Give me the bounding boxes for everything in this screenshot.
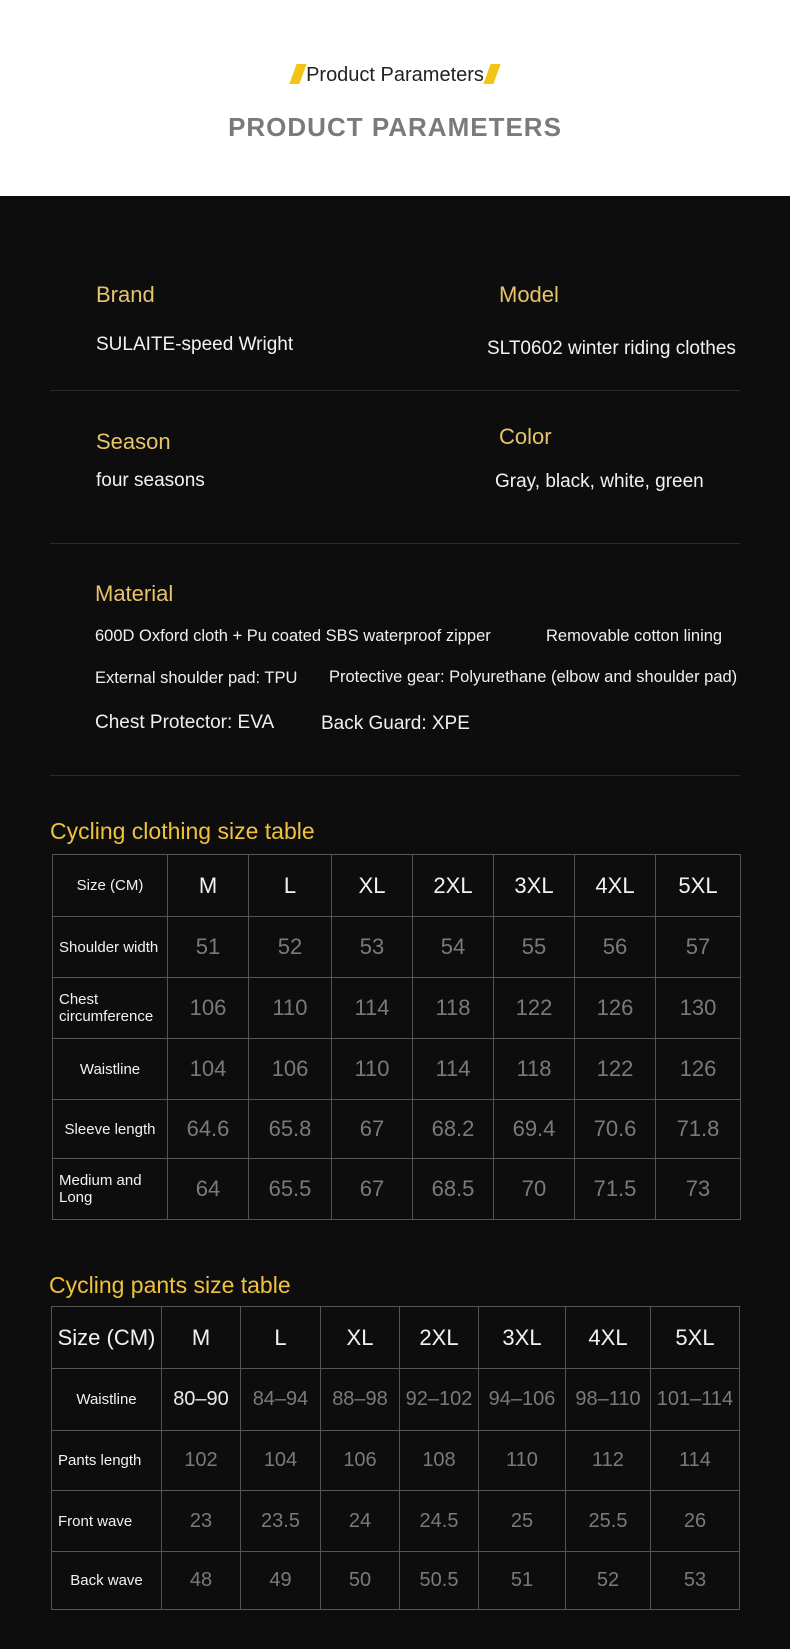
table-cell: 65.8: [249, 1100, 332, 1159]
table-cell: 57: [656, 917, 741, 978]
table-cell: 24.5: [400, 1491, 479, 1552]
size-header: XL: [332, 855, 413, 917]
table-cell: 110: [479, 1431, 566, 1491]
divider: [50, 390, 740, 391]
color-label: Color: [499, 424, 552, 449]
table-cell: 26: [651, 1491, 740, 1552]
table-cell: 53: [332, 917, 413, 978]
size-header: M: [168, 855, 249, 917]
material-line: Back Guard: XPE: [321, 713, 470, 734]
table-row: [52, 1491, 740, 1552]
table-cell: 51: [479, 1552, 566, 1610]
table-cell: 114: [413, 1039, 494, 1100]
table-cell: 48: [162, 1552, 241, 1610]
table-cell: 71.8: [656, 1100, 741, 1159]
size-header: 2XL: [400, 1307, 479, 1369]
size-header: 5XL: [656, 855, 741, 917]
table-cell: 106: [249, 1039, 332, 1100]
table-cell: 24: [321, 1491, 400, 1552]
row-label: Medium and Long: [53, 1159, 168, 1220]
section-title: PRODUCT PARAMETERS: [228, 112, 562, 142]
table-cell: 50.5: [400, 1552, 479, 1610]
table-cell: 110: [249, 978, 332, 1039]
row-label: Back wave: [52, 1552, 162, 1610]
table-cell: 122: [494, 978, 575, 1039]
table-cell: 56: [575, 917, 656, 978]
pants-size-table: [51, 1306, 740, 1610]
table-cell: 68.5: [413, 1159, 494, 1220]
slash-accent-icon: [483, 64, 500, 84]
row-label: Chest circumference: [53, 978, 168, 1039]
table-cell: 67: [332, 1100, 413, 1159]
size-header: L: [249, 855, 332, 917]
table-cell: 102: [162, 1431, 241, 1491]
table-cell: 54: [413, 917, 494, 978]
table-cell: 80–90: [162, 1369, 241, 1431]
table-cell: 23: [162, 1491, 241, 1552]
table-cell: 53: [651, 1552, 740, 1610]
table-cell: 94–106: [479, 1369, 566, 1431]
table-cell: 110: [332, 1039, 413, 1100]
table-cell: 55: [494, 917, 575, 978]
size-header: 2XL: [413, 855, 494, 917]
section-subtitle: Product Parameters: [0, 64, 790, 87]
size-header: 4XL: [566, 1307, 651, 1369]
table-cell: 70.6: [575, 1100, 656, 1159]
table-cell: 114: [651, 1431, 740, 1491]
corner-cell: Size (CM): [52, 1307, 162, 1369]
size-header: L: [241, 1307, 321, 1369]
table-cell: 98–110: [566, 1369, 651, 1431]
size-header: 5XL: [651, 1307, 740, 1369]
table-cell: 126: [656, 1039, 741, 1100]
table-row: [52, 1552, 740, 1610]
table-row: [53, 917, 741, 978]
size-header: 4XL: [575, 855, 656, 917]
row-label: Shoulder width: [53, 917, 168, 978]
table-cell: 112: [566, 1431, 651, 1491]
material-label: Material: [95, 581, 174, 606]
row-label: Waistline: [53, 1039, 168, 1100]
material-line: 600D Oxford cloth + Pu coated SBS waterproof zipper: [95, 627, 491, 645]
table-cell: 118: [494, 1039, 575, 1100]
row-label: Waistline: [52, 1369, 162, 1431]
table-cell: 101–114: [651, 1369, 740, 1431]
table-cell: 130: [656, 978, 741, 1039]
row-label: Sleeve length: [53, 1100, 168, 1159]
material-line: Protective gear: Polyurethane (elbow and shoulder pad): [329, 668, 738, 686]
season-value: four seasons: [96, 470, 205, 491]
table-row: [53, 1100, 741, 1159]
divider: [50, 775, 740, 776]
table-cell: 25: [479, 1491, 566, 1552]
table-cell: 71.5: [575, 1159, 656, 1220]
material-line: External shoulder pad: TPU: [95, 669, 298, 687]
table-cell: 104: [168, 1039, 249, 1100]
table-cell: 64: [168, 1159, 249, 1220]
material-line: Chest Protector: EVA: [95, 712, 275, 733]
table-cell: 25.5: [566, 1491, 651, 1552]
table-cell: 114: [332, 978, 413, 1039]
table-cell: 70: [494, 1159, 575, 1220]
table-cell: 122: [575, 1039, 656, 1100]
size-header: XL: [321, 1307, 400, 1369]
clothing-table-title: Cycling clothing size table: [50, 818, 315, 844]
table-cell: 52: [249, 917, 332, 978]
table-cell: 88–98: [321, 1369, 400, 1431]
table-cell: 50: [321, 1552, 400, 1610]
table-cell: 106: [321, 1431, 400, 1491]
size-header: 3XL: [494, 855, 575, 917]
corner-cell: Size (CM): [53, 855, 168, 917]
table-cell: 51: [168, 917, 249, 978]
divider: [50, 543, 740, 544]
slash-accent-icon: [289, 64, 306, 84]
table-cell: 92–102: [400, 1369, 479, 1431]
season-label: Season: [96, 429, 171, 454]
clothing-size-table: [52, 854, 741, 1220]
header-banner: [0, 0, 790, 196]
table-cell: 49: [241, 1552, 321, 1610]
table-cell: 64.6: [168, 1100, 249, 1159]
table-cell: 69.4: [494, 1100, 575, 1159]
row-label: Pants length: [52, 1431, 162, 1491]
brand-value: SULAITE-speed Wright: [96, 334, 294, 355]
material-line: Removable cotton lining: [546, 627, 723, 645]
table-row: [52, 1431, 740, 1491]
table-cell: 23.5: [241, 1491, 321, 1552]
row-label: Front wave: [52, 1491, 162, 1552]
size-header: M: [162, 1307, 241, 1369]
table-header-row: [52, 1307, 740, 1369]
table-cell: 106: [168, 978, 249, 1039]
table-cell: 108: [400, 1431, 479, 1491]
table-row: [53, 978, 741, 1039]
table-cell: 118: [413, 978, 494, 1039]
table-row: [52, 1369, 740, 1431]
model-label: Model: [499, 282, 559, 307]
brand-label: Brand: [96, 282, 155, 307]
pants-table-title: Cycling pants size table: [49, 1272, 291, 1298]
model-value: SLT0602 winter riding clothes: [487, 338, 736, 359]
table-row: [53, 1159, 741, 1220]
table-row: [53, 1039, 741, 1100]
table-cell: 65.5: [249, 1159, 332, 1220]
table-cell: 68.2: [413, 1100, 494, 1159]
table-cell: 52: [566, 1552, 651, 1610]
size-header: 3XL: [479, 1307, 566, 1369]
table-cell: 73: [656, 1159, 741, 1220]
table-cell: 84–94: [241, 1369, 321, 1431]
table-cell: 67: [332, 1159, 413, 1220]
table-header-row: [53, 855, 741, 917]
table-cell: 104: [241, 1431, 321, 1491]
color-value: Gray, black, white, green: [495, 471, 704, 492]
table-cell: 126: [575, 978, 656, 1039]
